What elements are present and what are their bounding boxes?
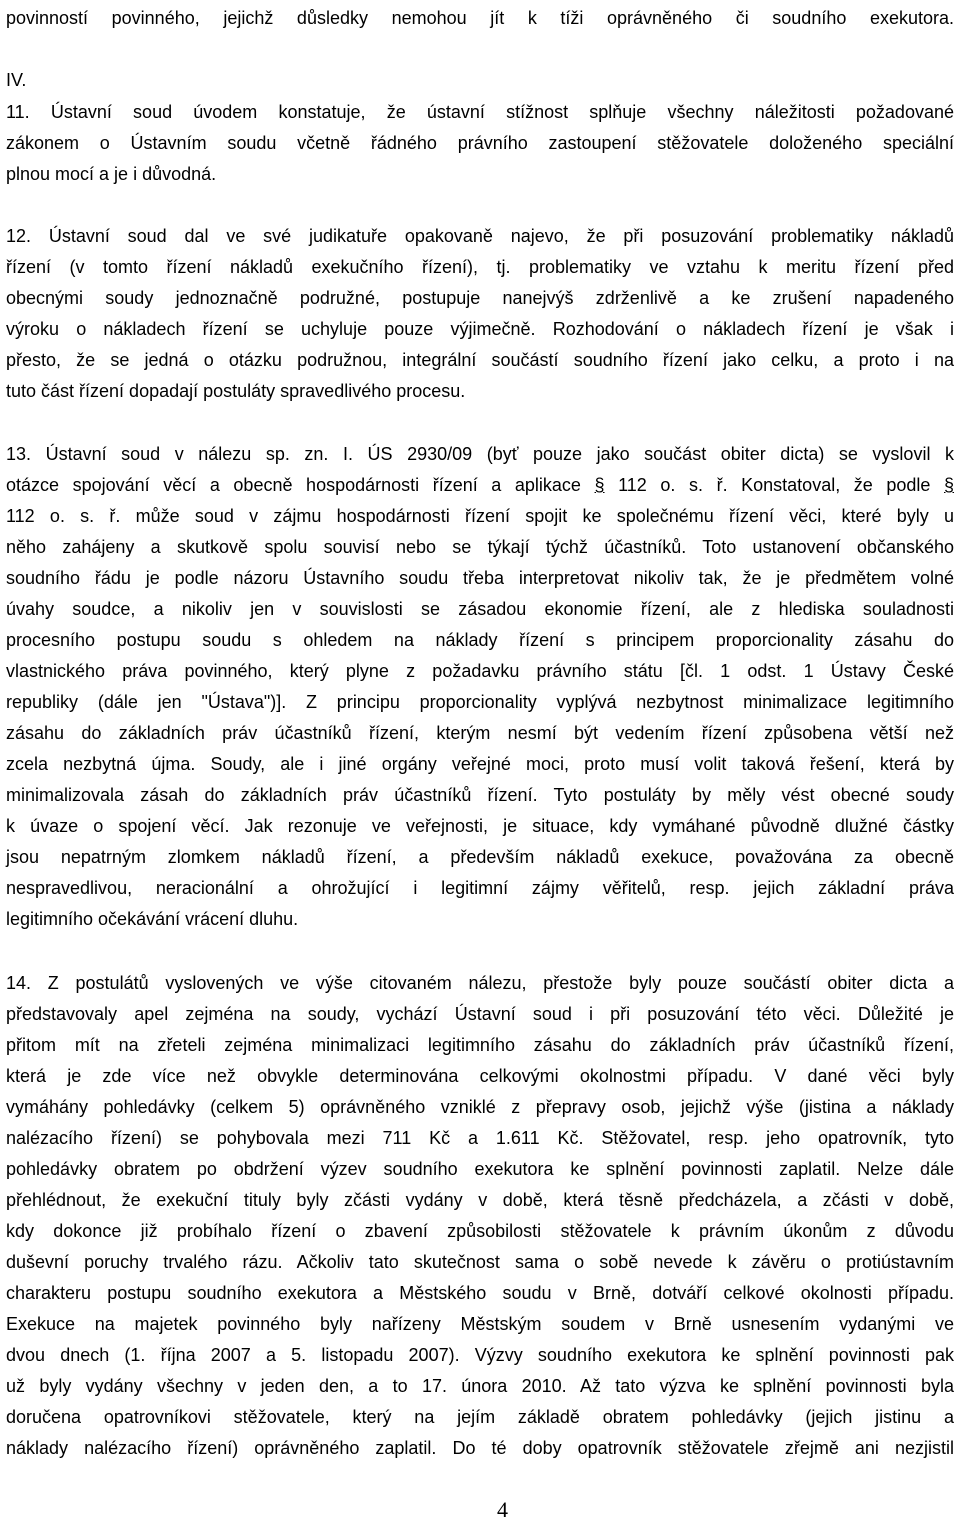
text-line: vlastnického práva povinného, který plyne z požadavku právního státu [čl. 1 odst. 1 Ústavy České: [6, 661, 954, 681]
text-line: výroku o nákladech řízení se uchyluje pouze výjimečně. Rozhodování o nákladech řízení je však i: [6, 319, 954, 339]
text-line: přitom mít na zřeteli zejména minimalizaci legitimního zásahu do základních práv účastníků řízení,: [6, 1035, 954, 1055]
text-line: legitimního očekávání vrácení dluhu.: [6, 909, 299, 929]
text-line: řízení (v tomto řízení nákladů exekučního řízení), tj. problematiky ve vztahu k meritu řízení před: [6, 257, 954, 277]
text-line: představovaly apel zejména na soudy, vychází Ústavní soud i při posuzování této věci. Důležité je: [6, 1004, 954, 1024]
text-line: jsou nepatrným zlomkem nákladů řízení, a především nákladů exekuce, považována za obecně: [6, 847, 954, 867]
text-line: vymáhány pohledávky (celkem 5) oprávněného vzniklé z přepravy osob, jejichž výše (jistina a náklady: [6, 1097, 954, 1117]
section-heading: IV.: [6, 70, 27, 90]
text-line: která je zde více než obvykle determinována celkovými okolnostmi případu. V dané věci byly: [6, 1066, 954, 1086]
text-line: přesto, že se jedná o otázku podružnou, integrální součástí soudního řízení jako celku, a proto i na: [6, 350, 954, 370]
text-line: 12. Ústavní soud dal ve své judikatuře opakovaně najevo, že při posuzování problematiky nákladů: [6, 226, 954, 246]
text-line: 13. Ústavní soud v nálezu sp. zn. I. ÚS 2930/09 (byť pouze jako součást obiter dicta) se vyslovil k: [6, 444, 954, 464]
text-line: zákonem o Ústavním soudu včetně řádného právního zastoupení stěžovatele doloženého speciální: [6, 133, 954, 153]
text-line: plnou mocí a je i důvodná.: [6, 164, 217, 184]
text-line: přehlédnout, že exekuční tituly byly zčásti vydány v době, která těsně předcházela, a zčásti v době,: [6, 1190, 954, 1210]
text-line: nalézacího řízení) se pohybovala mezi 711 Kč a 1.611 Kč. Stěžovatel, resp. jeho opatrovník, tyto: [6, 1128, 954, 1148]
section-sign: §: [594, 475, 605, 495]
text-line: 11. Ústavní soud úvodem konstatuje, že ústavní stížnost splňuje všechny náležitosti požadované: [6, 102, 954, 122]
text-line: už byly vydány všechny v jeden den, a to 17. února 2010. Až tato výzva ke splnění povinnosti byla: [6, 1376, 954, 1396]
text-line: něho zahájeny a skutkově spolu souvisí nebo se týkají týchž účastníků. Toto ustanovení občanského: [6, 537, 954, 557]
text-line: k úvaze o spojení věcí. Jak rezonuje ve veřejnosti, je situace, kdy vymáhané původně dlužné částky: [6, 816, 954, 836]
text-line: otázce spojování věcí a obecně hospodárnosti řízení a aplikace § 112 o. s. ř. Konstatoval, že podle §: [6, 475, 955, 495]
text-line: 14. Z postulátů vyslovených ve výše citovaném nálezu, přestože byly pouze součástí obiter dicta a: [6, 973, 954, 993]
text-line: republiky (dále jen "Ústava")]. Z principu proporcionality vyplývá nezbytnost minimalizace legitimního: [6, 692, 954, 712]
text-line: úvahy soudce, a nikoliv jen v souvislosti se zásadou ekonomie řízení, ale z hlediska souladnosti: [6, 599, 954, 619]
text-line: kdy dokonce již probíhalo řízení o zbavení způsobilosti stěžovatele k právním úkonům z důvodu: [6, 1221, 954, 1241]
text-line: dvou dnech (1. října 2007 a 5. listopadu 2007). Výzvy soudního exekutora ke splnění povinnosti pak: [6, 1345, 954, 1365]
text-line: soudního řádu je podle názoru Ústavního soudu třeba interpretovat nikoliv tak, že je předmětem volné: [6, 568, 954, 588]
text-line: náklady nalézacího řízení) oprávněného zaplatil. Do té doby opatrovník stěžovatele zřejmě ani nezjistil: [6, 1438, 954, 1458]
text-line: zcela nezbytná újma. Soudy, ale i jiné orgány veřejné moci, proto musí volit taková řešení, která by: [6, 754, 954, 774]
text-line: obecnými soudy jednoznačně podružné, postupuje nanejvýš zdrženlivě a ke zrušení napadeného: [6, 288, 954, 308]
text-line: povinností povinného, jejichž důsledky nemohou jít k tíži oprávněného či soudního exekutora.: [6, 8, 954, 28]
text-line: duševní poruchy trvalého rázu. Ačkoliv tato skutečnost sama o sobě nevede k závěru o protiústavním: [6, 1252, 954, 1272]
text-line: zásahu do základních práv účastníků řízení, kterým nesmí být vedením řízení způsobena větší než: [6, 723, 954, 743]
text-line: nespravedlivou, neracionální a ohrožující i legitimní zájmy věřitelů, resp. jejich základní práva: [6, 878, 954, 898]
text-line: procesního postupu soudu s ohledem na náklady řízení s principem proporcionality zásahu do: [6, 630, 954, 650]
page-number: 4: [497, 1497, 508, 1522]
text-line: pohledávky obratem po obdržení výzev soudního exekutora ke splnění povinnosti zaplatil. Nelze dále: [6, 1159, 954, 1179]
text-line: Exekuce na majetek povinného byly nařízeny Městským soudem v Brně usnesením vydanými ve: [6, 1314, 954, 1334]
text-line: charakteru postupu soudního exekutora a Městského soudu v Brně, dotváří celkové okolnosti případu.: [6, 1283, 954, 1303]
section-sign: §: [944, 475, 955, 495]
text-line: minimalizovala zásah do základních práv účastníků řízení. Tyto postuláty by měly vést obecné soudy: [6, 785, 954, 805]
text-line: tuto část řízení dopadají postuláty spravedlivého procesu.: [6, 381, 466, 401]
text-line: doručena opatrovníkovi stěžovatele, který na jejím základě obratem pohledávky (jejich jistinu a: [6, 1407, 954, 1427]
text-line: 112 o. s. ř. může soud v zájmu hospodárnosti řízení spojit ke společnému řízení věci, které byly u: [6, 506, 954, 526]
